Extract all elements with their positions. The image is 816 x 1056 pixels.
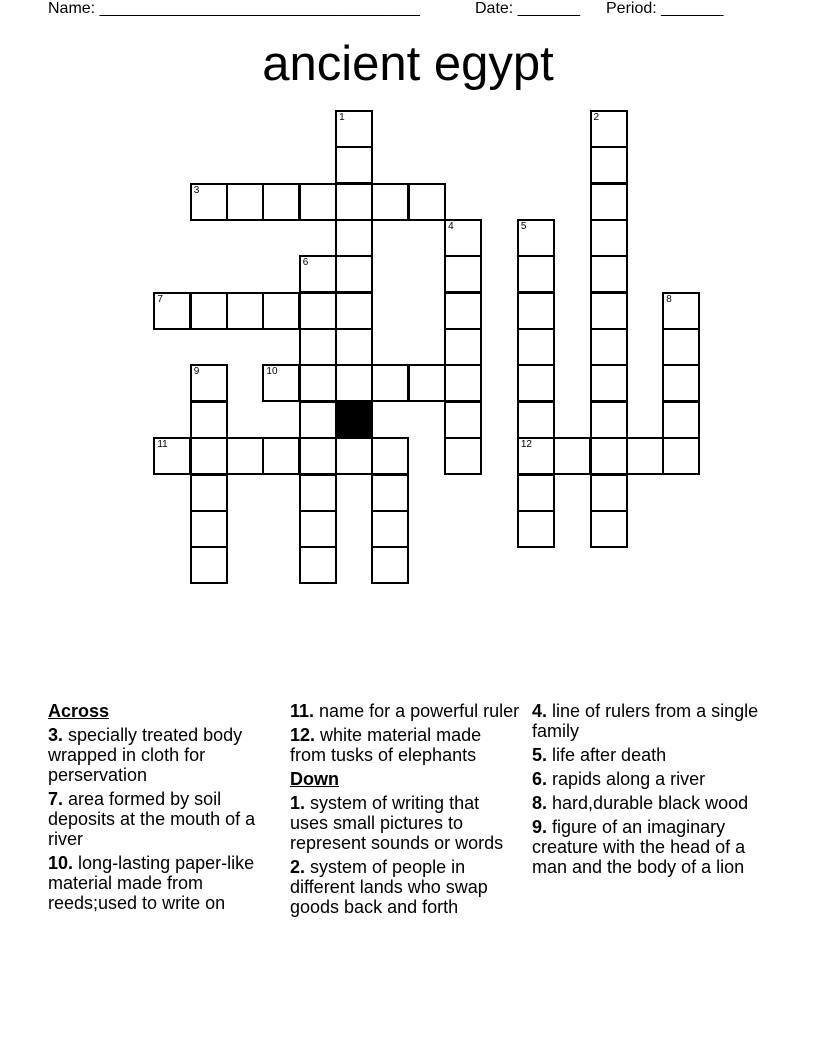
- grid-cell[interactable]: [444, 437, 482, 475]
- period-label: Period: _______: [606, 0, 724, 17]
- grid-cell[interactable]: [335, 219, 373, 257]
- grid-cell[interactable]: [299, 510, 337, 548]
- grid-cell[interactable]: [190, 474, 228, 512]
- clue-number: 12: [520, 439, 532, 451]
- grid-cell[interactable]: [444, 255, 482, 293]
- grid-cell[interactable]: [590, 255, 628, 293]
- clue-number: 10: [266, 366, 278, 378]
- clue-number: 11: [157, 439, 168, 451]
- clue-down-5: 5. life after death: [532, 745, 667, 765]
- grid-cell[interactable]: [662, 328, 700, 366]
- grid-cell[interactable]: [335, 183, 373, 221]
- grid-cell[interactable]: [335, 255, 373, 293]
- grid-cell[interactable]: [517, 364, 555, 402]
- clue-down-2: 2. system of people in different lands who swap goods back and forth: [290, 857, 488, 917]
- grid-cell[interactable]: [299, 401, 337, 439]
- grid-cell[interactable]: [299, 328, 337, 366]
- grid-cell[interactable]: [517, 292, 555, 330]
- grid-cell[interactable]: [262, 183, 300, 221]
- grid-cell[interactable]: [153, 292, 191, 330]
- grid-cell[interactable]: [371, 364, 409, 402]
- grid-cell[interactable]: [590, 110, 628, 148]
- grid-cell[interactable]: [153, 437, 191, 475]
- grid-cell[interactable]: [590, 183, 628, 221]
- grid-cell[interactable]: [299, 255, 337, 293]
- grid-cell[interactable]: [590, 328, 628, 366]
- grid-cell[interactable]: [262, 364, 300, 402]
- clue-across-12: 12. white material made from tusks of elephants: [290, 725, 482, 765]
- grid-cell[interactable]: [371, 510, 409, 548]
- name-label: Name: ____________________________________: [48, 0, 420, 17]
- clue-column-2: [290, 701, 522, 921]
- clue-down-9: 9. figure of an imaginary creature with the head of a man and the body of a lion: [532, 817, 746, 877]
- clue-number: 5: [520, 221, 527, 233]
- grid-cell[interactable]: [226, 292, 264, 330]
- across-heading: Across: [48, 701, 110, 721]
- grid-cell[interactable]: [299, 474, 337, 512]
- grid-cell[interactable]: [626, 437, 664, 475]
- grid-cell[interactable]: [190, 401, 228, 439]
- grid-cell[interactable]: [371, 474, 409, 512]
- grid-cell[interactable]: [408, 183, 446, 221]
- grid-cell[interactable]: [190, 292, 228, 330]
- grid-cell[interactable]: [517, 474, 555, 512]
- grid-cell[interactable]: [444, 364, 482, 402]
- grid-cell[interactable]: [335, 146, 373, 184]
- grid-cell[interactable]: [444, 401, 482, 439]
- grid-cell[interactable]: [444, 219, 482, 257]
- grid-cell[interactable]: [662, 364, 700, 402]
- grid-cell[interactable]: [335, 110, 373, 148]
- grid-cell[interactable]: [335, 292, 373, 330]
- down-heading: Down: [290, 769, 339, 789]
- clue-down-4: 4. line of rulers from a single family: [532, 701, 759, 741]
- grid-cell[interactable]: [590, 146, 628, 184]
- grid-cell[interactable]: [335, 437, 373, 475]
- grid-cell[interactable]: [590, 292, 628, 330]
- grid-cell[interactable]: [190, 437, 228, 475]
- clue-across-10: 10. long-lasting paper-like material made from reeds;used to write on: [48, 853, 255, 913]
- clue-down-6: 6. rapids along a river: [532, 769, 706, 789]
- clue-number: 2: [593, 112, 600, 123]
- grid-cell[interactable]: [226, 437, 264, 475]
- clue-number: 9: [193, 366, 200, 378]
- clue-column-1: [48, 701, 284, 917]
- grid-cell[interactable]: [190, 364, 228, 402]
- grid-cell[interactable]: [517, 510, 555, 548]
- grid-cell[interactable]: [662, 401, 700, 439]
- grid-cell[interactable]: [517, 328, 555, 366]
- clue-across-7: 7. area formed by soil deposits at the mouth of a river: [48, 789, 256, 849]
- grid-cell[interactable]: [190, 183, 228, 221]
- clue-number: 4: [448, 221, 454, 233]
- grid-cell[interactable]: [444, 328, 482, 366]
- grid-cell[interactable]: [590, 474, 628, 512]
- grid-cell[interactable]: [590, 219, 628, 257]
- clue-across-3: 3. specially treated body wrapped in cloth for perservation: [48, 725, 243, 785]
- grid-cell[interactable]: [335, 328, 373, 366]
- grid-cell[interactable]: [662, 437, 700, 475]
- clue-number: 8: [666, 293, 672, 305]
- grid-cell[interactable]: [371, 546, 409, 584]
- clue-down-1: 1. system of writing that uses small pictures to represent sounds or words: [290, 793, 504, 853]
- grid-cell[interactable]: [190, 510, 228, 548]
- grid-cell[interactable]: [262, 292, 300, 330]
- grid-cell[interactable]: [553, 437, 591, 475]
- clue-number: 6: [302, 257, 309, 269]
- grid-cell[interactable]: [590, 510, 628, 548]
- grid-cell[interactable]: [590, 401, 628, 439]
- clue-across-11: 11. name for a powerful ruler: [290, 701, 520, 721]
- grid-cell[interactable]: [299, 546, 337, 584]
- grid-cell[interactable]: [299, 292, 337, 330]
- grid-cell[interactable]: [190, 546, 228, 584]
- clue-number: 1: [339, 112, 345, 123]
- grid-cell[interactable]: [371, 183, 409, 221]
- page-title: ancient egypt: [262, 37, 554, 91]
- grid-cell[interactable]: [444, 292, 482, 330]
- grid-cell[interactable]: [590, 364, 628, 402]
- clue-down-8: 8. hard,durable black wood: [532, 793, 749, 813]
- grid-cell[interactable]: [335, 364, 373, 402]
- date-label: Date: _______: [475, 0, 580, 17]
- grid-cell[interactable]: [226, 183, 264, 221]
- grid-cell[interactable]: [371, 437, 409, 475]
- clue-number: 7: [157, 293, 163, 305]
- clue-column-3: [532, 701, 762, 881]
- grid-cell[interactable]: [517, 255, 555, 293]
- grid-cell[interactable]: [262, 437, 300, 475]
- grid-cell[interactable]: [517, 401, 555, 439]
- grid-cell[interactable]: [517, 437, 555, 475]
- grid-cell[interactable]: [299, 437, 337, 475]
- grid-cell[interactable]: [662, 292, 700, 330]
- clue-number: 3: [193, 184, 200, 196]
- grid-cell[interactable]: [590, 437, 628, 475]
- blocked-cell: [335, 401, 373, 439]
- grid-cell[interactable]: [517, 219, 555, 257]
- grid-cell[interactable]: [299, 364, 337, 402]
- grid-cell[interactable]: [299, 183, 337, 221]
- grid-cell[interactable]: [408, 364, 446, 402]
